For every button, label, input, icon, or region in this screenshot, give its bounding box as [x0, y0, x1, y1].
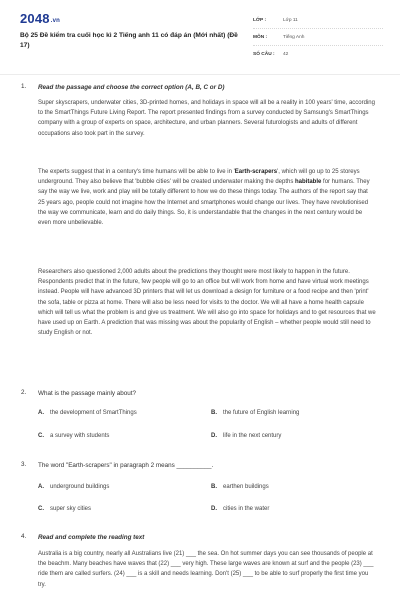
question-instruction: Read the passage and choose the correct option (A, B, C or D) [38, 84, 225, 91]
option-letter: A. [38, 484, 44, 490]
option-a[interactable] [38, 410, 137, 416]
option-letter: B. [211, 410, 217, 416]
option-c[interactable] [38, 433, 109, 439]
header [0, 0, 400, 75]
option-letter: A. [38, 410, 44, 416]
option-d[interactable] [211, 433, 281, 439]
option-text: earthen buildings [223, 484, 269, 490]
meta-row-question-count [253, 46, 383, 63]
option-d[interactable] [211, 506, 269, 512]
question-number: 3. [21, 461, 27, 468]
option-letter: C. [38, 506, 44, 512]
text-run: for humans. They say the way we live, work and play will be totally different to how we do these things today. The authors of the report say that 25 years ago, people could not imagine how the Internet and smartphones would change our lives. They have revolutionised the way we communicate, learn and do daily things. So, it is understandable that the changes in the next century would be even more unbelievable. [38, 179, 370, 227]
option-letter: D. [211, 506, 217, 512]
meta-label: MÔN : [253, 34, 268, 40]
option-letter: D. [211, 433, 217, 439]
option-b[interactable] [211, 484, 269, 490]
option-text: super sky cities [50, 506, 92, 512]
reading-passage: Australia is a big country, nearly all Australians live (21) ___ the sea. On hot summer days you can see thousands of people at the beachm. Many beaches have waves that (22) ___ very high. These large waves are known at surf and the people (23) ___ ride them are called surfers. (24) ___ is a skill and needs learning. Don't (25) ___ to be able to surf properly the first time you try. [38, 551, 374, 588]
option-text: cities in the water [223, 506, 270, 512]
option-letter: C. [38, 433, 44, 439]
passage-paragraph-3: Researchers also questioned 2,000 adults about the predictions they thought were most likely to happen in the future. Respondents predict that in the future, few people will go to an office but will work from home and have virtual work meetings instead. People will have advanced 3D printers that will let us download a design for furniture or a food recipe and then 'print' the sofa, table or pizza at home. There will also be less need for visits to the doctor. We will all have a home health capsule which will tell us what the problem is and give us treatment. We will also go into space for holidays and to get resources that we have used up on Earth. A prediction that was missing was about the popularity of English – whether people would still need to study English or not. [38, 269, 376, 337]
option-a[interactable] [38, 484, 109, 490]
question-text: The word "Earth-scrapers" in paragraph 2 means __________. [38, 462, 214, 469]
option-text: a survey with students [50, 433, 110, 439]
question-number: 4. [21, 533, 27, 540]
meta-value: Tiếng Anh [283, 34, 305, 40]
meta-value: Lớp 11 [283, 17, 298, 23]
meta-label: SỐ CÂU : [253, 52, 275, 57]
passage-paragraph-2 [38, 167, 376, 228]
option-text: the future of English learning [223, 410, 300, 416]
option-letter: B. [211, 484, 217, 490]
text-run: ', which will go up to 25 storeys underground. They also believe that 'bubble cities' will be created underwater making the depths [38, 169, 360, 186]
option-text: underground buildings [50, 484, 110, 490]
question-text: What is the passage mainly about? [38, 390, 137, 397]
highlight-earth-scrapers: Earth-scrapers [234, 169, 278, 175]
question-instruction: Read and complete the reading text [38, 534, 145, 541]
document-title: Bộ 25 Đề kiểm tra cuối học kì 2 Tiếng anh 11 có đáp án (Mới nhất) (Đề 17) [20, 32, 238, 49]
meta-value: 42 [283, 52, 289, 57]
question-number: 2. [21, 389, 27, 396]
option-b[interactable] [211, 410, 299, 416]
logo-text: 2048 [20, 11, 50, 26]
option-c[interactable] [38, 506, 91, 512]
text-run: The experts suggest that in a century's time humans will be able to live in ' [38, 169, 235, 175]
meta-label: LỚP : [253, 17, 267, 23]
option-text: the development of SmartThings [50, 410, 137, 416]
meta-row-class [253, 12, 383, 29]
meta-row-subject [253, 29, 383, 46]
highlight-habitable: habitable [295, 179, 322, 186]
logo-tld: .vn [50, 18, 61, 24]
question-number: 1. [21, 83, 27, 90]
option-text: life in the next century [223, 433, 282, 439]
document-meta [253, 12, 383, 63]
passage-paragraph-1: Super skyscrapers, underwater cities, 3D-printed homes, and holidays in space will all be a reality in 100 years' time, according to the SmartThings Future Living Report. The report presented findings from a survey conducted by Samsung's SmartThings company with a group of experts on space, architecture, and urban planners. Several futurologists and adults of different occupations also took part in the survey. [38, 100, 375, 137]
site-logo[interactable] [20, 11, 60, 26]
